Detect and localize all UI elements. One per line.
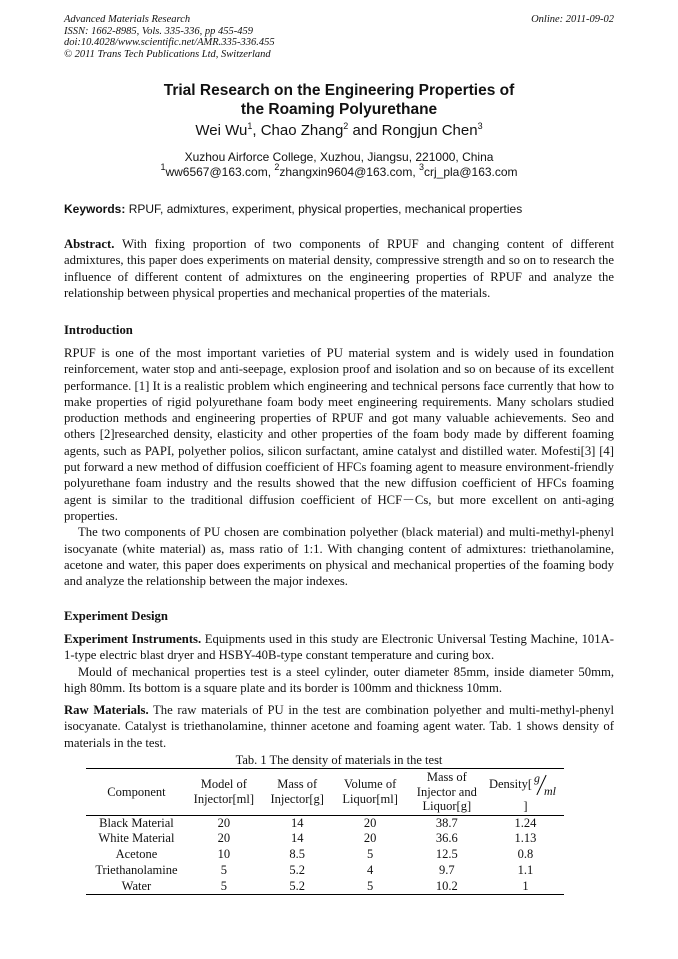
raw-materials-text: The raw materials of PU in the test are combination polyether and multi-methyl-phenyl isocyanate. Catalyst is triethanolamine, thinner acetone and foaming agent water. Tab. 1 shows density of materials in the test. (64, 703, 614, 750)
author-3: and Rongjun Chen (348, 122, 478, 139)
col-density: Density[ g ml ] (487, 769, 564, 816)
table-cell: 20 (217, 831, 231, 846)
table-cell: 20 (217, 815, 231, 830)
introduction-heading: Introduction (64, 323, 133, 337)
table-cell: 20 (363, 815, 377, 830)
raw-materials-label: Raw Materials. (64, 703, 149, 718)
intro-paragraph-1: RPUF is one of the most important varieties of PU material system and is widely used in foundation reinforcement, water stop and anti-seepage, explosion proof and isolation and so on because of its excellent performance. [1] It is a realistic problem which engineering and technical persons face currently that how to make properties of rigid polyurethane foam body meet engineering requirements. Many scholars studied production methods and engineering properties of RPUF and got many valuable achievements. Seo and others [2]researched density, elasticity and other properties of the foam body made by different foaming agents, such as PAPI, polyether polios, silicon surfactant, amine catalyst and distilled water. Mofesti[3] [4] put forward a new method of diffusion coefficient of HFCs foaming agent to measure environment-friendly polyurethane foam industry and the results showed that the new diffusion coefficient of HFCs foaming agent is similar to the traditional diffusion coefficient of HCF－Cs, but more excellent on anti-aging properties. (64, 346, 614, 523)
table-row (86, 879, 564, 895)
email-list (0, 162, 678, 180)
table-header-row (86, 769, 564, 816)
table-cell: 14 (290, 831, 304, 846)
table-cell: 4 (367, 862, 374, 877)
col-volume: Volume of Liquor[ml] (342, 777, 398, 806)
instruments-paragraph (64, 631, 614, 664)
table-row (86, 847, 564, 863)
density-table (86, 768, 564, 895)
table-cell: 5 (220, 862, 227, 877)
table-cell: 0.8 (517, 847, 534, 862)
title-line-1: Trial Research on the Engineering Properties of (163, 82, 515, 99)
author-2: , Chao Zhang (252, 122, 344, 139)
introduction-body (64, 345, 614, 589)
table-cell: Water (121, 878, 152, 893)
table-cell: 12.5 (435, 847, 458, 862)
table-cell: 1.13 (514, 831, 537, 846)
table-cell: 20 (363, 831, 377, 846)
table-cell: Black Material (99, 815, 174, 830)
table-cell: 5.2 (289, 878, 306, 893)
table-cell: 10.2 (435, 878, 458, 893)
col-component: Component (107, 784, 166, 799)
raw-materials-paragraph (64, 702, 614, 751)
table-row (86, 815, 564, 831)
table-cell: 8.5 (289, 847, 306, 862)
author-1-sup: 1 (247, 121, 253, 131)
table-row (86, 831, 564, 847)
table-cell: Triethanolamine (95, 862, 178, 877)
table-cell: 10 (217, 847, 231, 862)
intro-paragraph-2: The two components of PU chosen are combination polyether (black material) and multi-methyl-phenyl isocyanate (white material) as, mass ratio of 1:1. With changing content of admixtures: triethanolamine, acetone and water, this paper does experiments on physical and mechanical properties of the foaming body and analyze the relationship between the major indexes. (64, 525, 614, 589)
table-cell: Acetone (115, 847, 158, 862)
density-unit-fraction: g ml (534, 770, 556, 798)
issn-line: ISSN: 1662-8985, Vols. 335-336, pp 455-459 (64, 25, 253, 37)
journal-name: Advanced Materials Research (64, 14, 191, 25)
abstract-label: Abstract. (64, 237, 115, 251)
table-cell: 36.6 (435, 831, 458, 846)
doi-line: doi:10.4028/www.scientific.net/AMR.335-336.455 (64, 37, 275, 48)
col-mass-injector-liquor: Mass of Injector and Liquor[g] (416, 770, 477, 813)
email-2-sup: 2 (274, 162, 280, 172)
online-date: Online: 2011-09-02 (531, 14, 614, 25)
author-list (0, 122, 678, 140)
table-cell: 9.7 (439, 862, 455, 877)
abstract-text: With fixing proportion of two components of RPUF and changing content of different admixtures, this paper does experiments on material density, compressive strength and so on to research the influence of different content of admixtures on the engineering properties of RPUF and analyze the relationship between physical properties and mechanical properties of the materials. (64, 237, 614, 300)
email-2: zhangxin9604@163.com, (279, 165, 419, 179)
table-cell: White Material (98, 831, 175, 846)
paper-title (0, 81, 678, 119)
abstract (64, 236, 614, 301)
table-row (86, 863, 564, 879)
email-1-sup: 1 (160, 162, 166, 172)
table-cell: 5 (220, 878, 227, 893)
table-caption: Tab. 1 The density of materials in the test (235, 753, 443, 767)
table-cell: 38.7 (435, 815, 458, 830)
keywords-label: Keywords: (64, 202, 126, 216)
email-1: ww6567@163.com, (165, 165, 275, 179)
table-cell: 14 (290, 815, 304, 830)
col-mass: Mass of Injector[g] (270, 777, 324, 806)
copyright-line: © 2011 Trans Tech Publications Ltd, Switzerland (64, 48, 271, 60)
table-cell: 1.1 (517, 862, 534, 877)
table-cell: 5.2 (289, 862, 306, 877)
email-3: crj_pla@163.com (424, 165, 518, 179)
col-model: Model of Injector[ml] (193, 777, 255, 806)
affiliation: Xuzhou Airforce College, Xuzhou, Jiangsu, 221000, China (184, 150, 494, 164)
instruments-label: Experiment Instruments. (64, 632, 202, 646)
author-2-sup: 2 (343, 121, 349, 131)
keywords-text: RPUF, admixtures, experiment, physical properties, mechanical properties (125, 202, 523, 216)
table-cell: 1.24 (514, 815, 537, 830)
experiment-body (64, 631, 614, 751)
instruments-text: Equipments used in this study are Electronic Universal Testing Machine, 101A-1-type electric blast dryer and HSBY-40B-type constant temperature and curing box. (64, 632, 614, 663)
email-3-sup: 3 (418, 162, 424, 172)
page-header (64, 14, 614, 60)
table-cell: 5 (367, 847, 374, 862)
title-line-2: the Roaming Polyurethane (240, 101, 438, 118)
experiment-heading: Experiment Design (64, 609, 168, 623)
author-3-sup: 3 (477, 121, 483, 131)
author-1: Wei Wu (195, 122, 248, 139)
table-cell: 5 (367, 878, 374, 893)
keywords (64, 202, 624, 217)
mould-paragraph: Mould of mechanical properties test is a steel cylinder, outer diameter 85mm, inside diameter 50mm, high 80mm. Its bottom is a square plate and its border is 100mm and thickness 10mm. (64, 664, 614, 695)
table-cell: 1 (522, 878, 529, 893)
